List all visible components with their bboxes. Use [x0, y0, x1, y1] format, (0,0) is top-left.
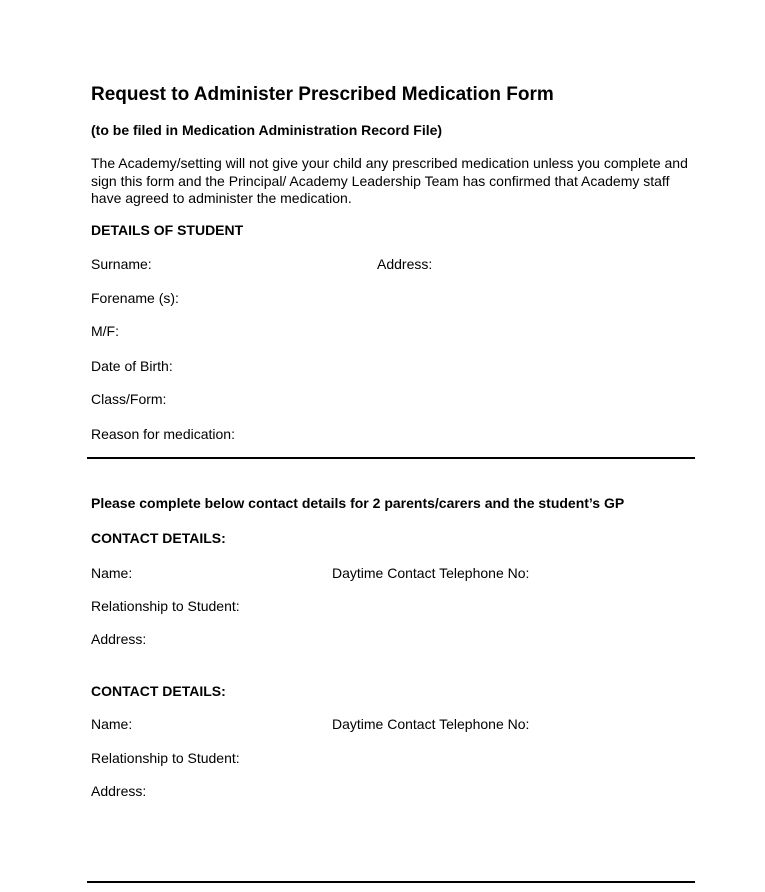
table-top-border: [87, 881, 695, 883]
contact2-phone-fill-area[interactable]: [533, 716, 673, 732]
dob-label: Date of Birth:: [91, 358, 173, 374]
field-row-contact1-address: [91, 631, 711, 647]
contacts-instruction: Please complete below contact details for 2 parents/carers and the student’s GP: [91, 495, 625, 511]
field-row-contact2-name: [91, 716, 711, 732]
field-row-contact1-name: [91, 565, 711, 581]
contact-details-heading-2: CONTACT DETAILS:: [91, 683, 226, 699]
contact1-address-label: Address:: [91, 631, 147, 647]
field-row-forename: [91, 290, 711, 306]
form-subtitle: (to be filed in Medication Administration Record File): [91, 122, 443, 138]
contact2-address-label: Address:: [91, 783, 147, 799]
gender-label: M/F:: [91, 323, 119, 339]
field-row-contact2-relationship: [91, 750, 711, 766]
contact-details-heading-1: CONTACT DETAILS:: [91, 530, 226, 546]
field-row-reason: [91, 426, 711, 442]
reason-fill-area[interactable]: [239, 426, 379, 442]
class-form-label: Class/Form:: [91, 391, 167, 407]
surname-fill-area[interactable]: [156, 256, 296, 272]
form-title: Request to Administer Prescribed Medication Form: [91, 84, 554, 105]
contact2-relationship-fill-area[interactable]: [244, 750, 384, 766]
intro-paragraph: The Academy/setting will not give your child any prescribed medication unless you complete and sign this form and the Principal/ Academy Leadership Team has confirmed that Academy staff have agreed to administer the medication.: [91, 155, 688, 207]
contact2-name-label: Name:: [91, 716, 133, 732]
student-details-heading: DETAILS OF STUDENT: [91, 222, 244, 238]
contact1-address-fill-area[interactable]: [150, 631, 290, 647]
contact1-relationship-fill-area[interactable]: [244, 598, 384, 614]
field-row-surname-address: [91, 0, 711, 16]
student-address-fill-area[interactable]: [436, 256, 576, 272]
field-row-contact1-relationship: [91, 598, 711, 614]
gender-fill-area[interactable]: [123, 323, 263, 339]
contact1-phone-label: Daytime Contact Telephone No:: [332, 565, 530, 581]
contact2-phone-label: Daytime Contact Telephone No:: [332, 716, 530, 732]
contact1-name-fill-area[interactable]: [136, 565, 276, 581]
contact2-address-fill-area[interactable]: [150, 783, 290, 799]
forename-fill-area[interactable]: [183, 290, 323, 306]
class-form-fill-area[interactable]: [170, 391, 310, 407]
contact2-relationship-label: Relationship to Student:: [91, 750, 240, 766]
field-row-surname: [91, 256, 711, 272]
field-row-gender: [91, 323, 711, 339]
field-row-dob: [91, 358, 711, 374]
section-divider: [87, 457, 695, 459]
contact1-relationship-label: Relationship to Student:: [91, 598, 240, 614]
field-row-class: [91, 391, 711, 407]
contact1-phone-fill-area[interactable]: [533, 565, 673, 581]
reason-for-medication-label: Reason for medication:: [91, 426, 235, 442]
forename-label: Forename (s):: [91, 290, 179, 306]
contact1-name-label: Name:: [91, 565, 133, 581]
contact2-name-fill-area[interactable]: [136, 716, 276, 732]
dob-fill-area[interactable]: [177, 358, 317, 374]
surname-label: Surname:: [91, 256, 152, 272]
student-address-label: Address:: [377, 256, 433, 272]
field-row-contact2-address: [91, 783, 711, 799]
